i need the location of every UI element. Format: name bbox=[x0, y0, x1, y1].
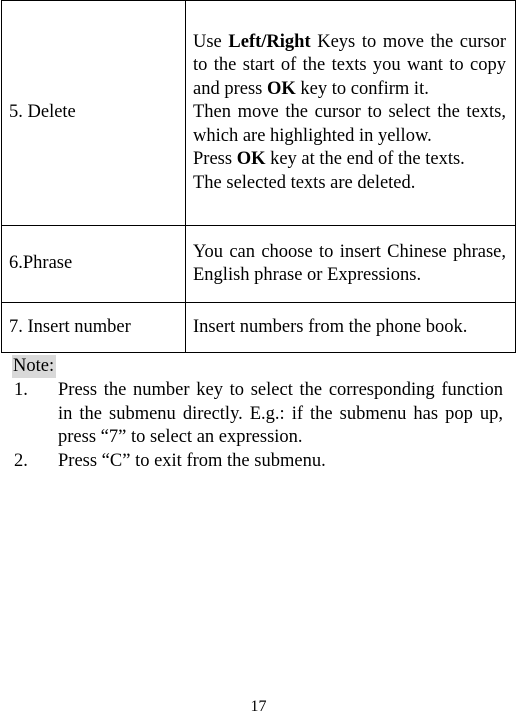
bold-key-name: OK bbox=[236, 149, 266, 170]
description-paragraph: Press OK key at the end of the texts. bbox=[193, 149, 465, 170]
list-number: 1. bbox=[14, 380, 28, 400]
description-paragraph: You can choose to insert Chinese phrase, English phrase or Expressions. bbox=[193, 241, 506, 285]
function-table bbox=[1, 0, 516, 353]
list-number: 2. bbox=[14, 450, 28, 471]
description-paragraph: The selected texts are deleted. bbox=[193, 172, 416, 193]
function-description bbox=[186, 303, 516, 353]
list-text: Press the number key to select the corresponding function in the submenu directly. E.g.: if the submenu has pop up, press “7” to select an expression. bbox=[58, 380, 503, 447]
bold-key-name: Left/Right bbox=[228, 31, 311, 52]
table-row bbox=[2, 303, 516, 353]
page-number: 17 bbox=[250, 698, 267, 715]
list-item bbox=[12, 379, 503, 450]
table-row bbox=[2, 226, 516, 303]
function-label: 5. Delete bbox=[2, 1, 186, 226]
description-paragraph: Use Left/Right Keys to move the cursor to the start of the texts you want to copy and press OK key to confirm it. bbox=[193, 31, 506, 99]
function-description bbox=[186, 1, 516, 226]
table-row bbox=[2, 1, 516, 226]
note-heading: Note: bbox=[13, 356, 55, 376]
list-text: Press “C” to exit from the submenu. bbox=[58, 450, 326, 471]
bold-key-name: OK bbox=[266, 78, 296, 99]
list-item bbox=[12, 450, 503, 474]
description-paragraph: Then move the cursor to select the texts, which are highlighted in yellow. bbox=[193, 102, 506, 146]
note-list bbox=[12, 379, 503, 473]
function-label: 7. Insert number bbox=[2, 303, 186, 353]
description-paragraph: Insert numbers from the phone book. bbox=[193, 316, 468, 337]
function-description bbox=[186, 226, 516, 303]
function-label: 6.Phrase bbox=[2, 226, 186, 303]
